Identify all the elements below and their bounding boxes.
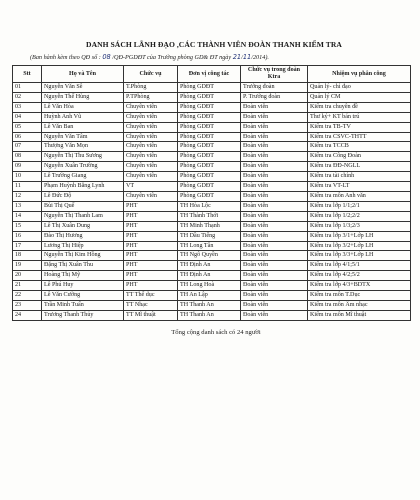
cell-team-role: Đoàn viên [241,162,308,172]
table-row [13,92,411,102]
members-table [12,65,411,321]
header-unit: Đơn vị công tác [178,66,241,83]
cell-task: Kiểm tra lớp 1/1;2/1 [308,201,411,211]
cell-name: Huỳnh Anh Vũ [42,112,124,122]
cell-team-role: Đoàn viên [241,271,308,281]
cell-unit: TH Thành Thới [178,211,241,221]
cell-position: PHT [124,251,178,261]
cell-name: Lê Văn Ban [42,122,124,132]
table-header-row [13,66,411,83]
cell-stt: 18 [13,251,42,261]
cell-team-role: Đoàn viên [241,261,308,271]
cell-stt: 14 [13,211,42,221]
cell-unit: Phòng GDĐT [178,112,241,122]
cell-stt: 09 [13,162,42,172]
table-row [13,281,411,291]
cell-stt: 16 [13,231,42,241]
cell-task: Kiểm tra lớp 1/3;2/3 [308,221,411,231]
cell-task: Kiểm tra môn Anh văn [308,191,411,201]
cell-unit: TH Ngô Quyền [178,251,241,261]
cell-unit: TH Hòa Lộc [178,201,241,211]
cell-stt: 13 [13,201,42,211]
cell-name: Lê Đức Độ [42,191,124,201]
cell-task: Kiểm tra lớp 4/1;5/1 [308,261,411,271]
cell-unit: TH Long Tân [178,241,241,251]
cell-task: Kiểm tra chuyên đề [308,102,411,112]
cell-stt: 06 [13,132,42,142]
cell-task: Kiểm tra Công Đoàn [308,152,411,162]
table-row [13,83,411,93]
cell-position: Chuyên viên [124,112,178,122]
cell-task: Kiểm tra môn Mĩ thuật [308,310,411,320]
cell-team-role: Đoàn viên [241,291,308,301]
cell-task: Kiểm tra lớp 3/2+Lớp LH [308,241,411,251]
table-row [13,211,411,221]
cell-stt: 04 [13,112,42,122]
date-day: 21 [232,53,242,61]
cell-position: Chuyên viên [124,122,178,132]
cell-position: P.TPhòng [124,92,178,102]
cell-unit: Phòng GDĐT [178,122,241,132]
header-task: Nhiệm vụ phân công [308,66,411,83]
cell-task: Kiểm tra TB-TV [308,122,411,132]
cell-stt: 11 [13,182,42,192]
cell-name: Nguyễn Thị Kim Hồng [42,251,124,261]
cell-position: Chuyên viên [124,152,178,162]
cell-position: Chuyên viên [124,172,178,182]
cell-unit: TH Long Hoà [178,281,241,291]
cell-stt: 02 [13,92,42,102]
table-row [13,300,411,310]
subtitle-prefix: (Ban hành kèm theo QĐ số : [30,54,101,61]
cell-name: Đặng Thị Xuân Thu [42,261,124,271]
cell-team-role: P. Trưởng đoàn [241,92,308,102]
table-row [13,261,411,271]
table-row [13,231,411,241]
cell-name: Nguyễn Văn Sê [42,83,124,93]
cell-position: PHT [124,281,178,291]
date-month: 11 [242,53,252,61]
subtitle-middle: /QĐ-PGDĐT của Trường phòng GD& ĐT ngày [112,54,232,61]
cell-task: Kiểm tra CSVC-THTT [308,132,411,142]
cell-team-role: Đoàn viên [241,191,308,201]
header-stt: Stt [13,66,42,83]
table-row [13,122,411,132]
date-separator: / [241,54,243,61]
cell-position: T.Phòng [124,83,178,93]
cell-name: Phạm Huỳnh Băng Lynh [42,182,124,192]
table-row [13,172,411,182]
cell-unit: Phòng GDĐT [178,142,241,152]
table-row [13,152,411,162]
cell-team-role: Đoàn viên [241,172,308,182]
cell-team-role: Đoàn viên [241,132,308,142]
cell-team-role: Đoàn viên [241,251,308,261]
cell-unit: TH Thanh An [178,310,241,320]
cell-stt: 12 [13,191,42,201]
cell-name: Nguyễn Thế Hùng [42,92,124,102]
cell-stt: 10 [13,172,42,182]
cell-task: Kiểm tra lớp 4/3+BDTX [308,281,411,291]
table-row [13,291,411,301]
cell-task: Kiểm tra lớp 1/2;2/2 [308,211,411,221]
cell-stt: 08 [13,152,42,162]
cell-team-role: Đoàn viên [241,122,308,132]
cell-position: TT Mĩ thuật [124,310,178,320]
cell-unit: TH Định An [178,271,241,281]
cell-task: Kiểm tra ĐĐ-NGLL [308,162,411,172]
table-body [13,83,411,321]
header-name: Họ và Tên [42,66,124,83]
cell-task: Kiểm tra môn Âm nhạc [308,300,411,310]
cell-unit: TH Minh Thạnh [178,221,241,231]
table-row [13,142,411,152]
table-row [13,191,411,201]
date-suffix: /2014). [251,54,269,61]
cell-name: Lương Thị Hiệp [42,241,124,251]
cell-name: Nguyễn Xuân Trường [42,162,124,172]
cell-unit: TH An Lập [178,291,241,301]
cell-name: Trương Thanh Thủy [42,310,124,320]
cell-task: Kiểm tra TCCB [308,142,411,152]
cell-team-role: Đoàn viên [241,112,308,122]
table-row [13,251,411,261]
cell-name: Thượng Văn Mọn [42,142,124,152]
cell-position: Chuyên viên [124,132,178,142]
document-title: DANH SÁCH LÃNH ĐẠO ,CÁC THÀNH VIÊN ĐOÀN THANH KIỂM TRA [86,40,342,49]
cell-stt: 19 [13,261,42,271]
document-subtitle [12,53,410,61]
table-row [13,162,411,172]
cell-stt: 17 [13,241,42,251]
cell-name: Lê Văn Cường [42,291,124,301]
cell-team-role: Trưởng đoàn [241,83,308,93]
cell-unit: Phòng GDĐT [178,102,241,112]
cell-stt: 03 [13,102,42,112]
cell-task: Thư ký+ KT bán trú [308,112,411,122]
cell-stt: 24 [13,310,42,320]
cell-name: Nguyễn Văn Tâm [42,132,124,142]
header-position: Chức vụ [124,66,178,83]
cell-unit: Phòng GDĐT [178,191,241,201]
cell-name: Lê Văn Hòa [42,102,124,112]
cell-team-role: Đoàn viên [241,102,308,112]
cell-stt: 07 [13,142,42,152]
cell-team-role: Đoàn viên [241,241,308,251]
cell-position: PHT [124,201,178,211]
cell-name: Hoàng Thị Mỹ [42,271,124,281]
cell-name: Nguyễn Thị Thanh Lam [42,211,124,221]
cell-position: PHT [124,211,178,221]
cell-position: TT Nhạc [124,300,178,310]
cell-stt: 22 [13,291,42,301]
cell-task: Kiểm tra lớp 4/2;5/2 [308,271,411,281]
decision-number: 08 [102,53,111,61]
cell-position: PHT [124,221,178,231]
cell-unit: Phòng GDĐT [178,132,241,142]
table-row [13,102,411,112]
cell-name: Lê Thị Xuân Dung [42,221,124,231]
cell-unit: TH Dầu Tiếng [178,231,241,241]
cell-name: Trần Minh Tuấn [42,300,124,310]
cell-unit: Phòng GDĐT [178,162,241,172]
header-team-role: Chức vụ trong đoàn Ktra [241,66,308,83]
cell-unit: Phòng GDĐT [178,152,241,162]
table-row [13,271,411,281]
cell-team-role: Đoàn viên [241,201,308,211]
cell-name: Đào Thị Hương [42,231,124,241]
cell-team-role: Đoàn viên [241,142,308,152]
cell-position: TT Thể dục [124,291,178,301]
cell-team-role: Đoàn viên [241,221,308,231]
cell-unit: Phòng GDĐT [178,92,241,102]
cell-task: Kiểm tra môn T.Dục [308,291,411,301]
cell-stt: 21 [13,281,42,291]
cell-unit: Phòng GDĐT [178,182,241,192]
cell-team-role: Đoàn viên [241,231,308,241]
cell-stt: 23 [13,300,42,310]
cell-name: Lê Phú Huy [42,281,124,291]
cell-task: Quản lý CM [308,92,411,102]
cell-unit: Phòng GDĐT [178,83,241,93]
cell-task: Kiểm tra tài chính [308,172,411,182]
cell-name: Bùi Thị Quế [42,201,124,211]
cell-name: Nguyễn Thị Thu Sương [42,152,124,162]
table-row [13,112,411,122]
table-row [13,221,411,231]
cell-stt: 05 [13,122,42,132]
cell-position: Chuyên viên [124,162,178,172]
cell-team-role: Đoàn viên [241,310,308,320]
cell-team-role: Đoàn viên [241,152,308,162]
table-row [13,241,411,251]
document-footer: Tổng cộng danh sách có 24 người [171,328,261,336]
cell-team-role: Đoàn viên [241,182,308,192]
cell-team-role: Đoàn viên [241,300,308,310]
cell-position: PHT [124,231,178,241]
cell-position: PHT [124,241,178,251]
cell-task: Kiểm tra lớp 3/1+Lớp LH [308,231,411,241]
cell-position: VT [124,182,178,192]
cell-task: Kiểm tra lớp 3/3+Lớp LH [308,251,411,261]
cell-position: PHT [124,261,178,271]
table-row [13,310,411,320]
cell-stt: 20 [13,271,42,281]
table-row [13,132,411,142]
cell-position: Chuyên viên [124,102,178,112]
cell-stt: 01 [13,83,42,93]
cell-team-role: Đoàn viên [241,211,308,221]
cell-task: Kiểm tra VT-LT [308,182,411,192]
cell-position: PHT [124,271,178,281]
cell-position: Chuyên viên [124,142,178,152]
cell-unit: TH Định An [178,261,241,271]
cell-position: Chuyên viên [124,191,178,201]
cell-team-role: Đoàn viên [241,281,308,291]
table-row [13,182,411,192]
cell-stt: 15 [13,221,42,231]
table-row [13,201,411,211]
cell-unit: Phòng GDĐT [178,172,241,182]
cell-name: Lê Trường Giang [42,172,124,182]
cell-task: Quản lý- chỉ đạo [308,83,411,93]
cell-unit: TH Thanh An [178,300,241,310]
